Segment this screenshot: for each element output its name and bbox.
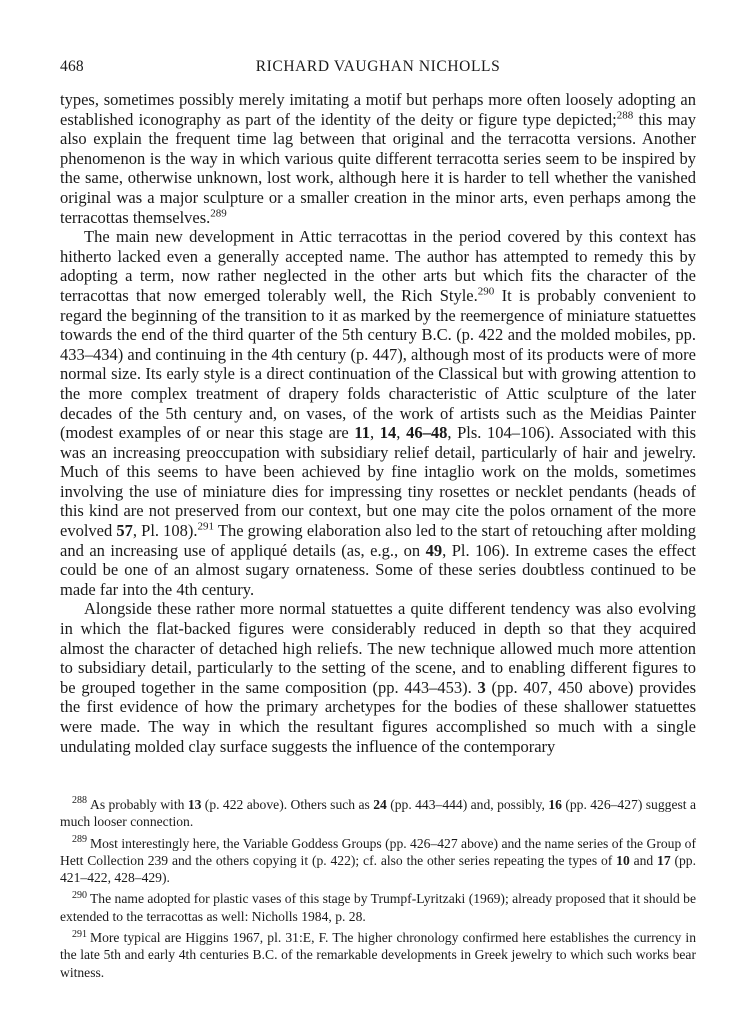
paragraph-1: types, sometimes possibly merely imitating a motif but perhaps more often loosely adopting an established iconography as part of the identity of the deity or figure type depicted;$^{288}$ this may also explain the frequent time lag between that original and the terracotta versions. Another phenomenon is the way in which various quite different terracotta series seem to be inspired by the same, otherwise unknown, lost work, although here it is harder to tell whether the vanished original was a major sculpture or a smaller creation in the minor arts, even perhaps among the terracottas themselves.$^{289}$	[60, 90, 697, 227]
paragraph-2: The main new development in Attic terracottas in the period covered by this context has hitherto lacked even a generally accepted name. The author has attempted to remedy this by adopting a term, now rather neglected in the other arts but which fits the character of the terracottas that now emerged tolerably well, the Rich Style.$^{290}$ It is probably convenient to regard the beginning of the transition to it as marked by the reemergence of miniature statuettes towards the end of the third quarter of the 5th century B.C. (p. 422 and the molded mobiles, pp. 433–434) and continuing in the 4th century (p. 447), although most of its products were of more normal size. Its early style is a direct continuation of the Classical but with growing attention to the more complex treatment of drapery folds characteristic of Attic sculpture of the later decades of the 5th century and, on vases, of the work of artists such as the Meidias Painter (modest examples of or near this stage are 11, 14, 46–48, Pls. 104–106). Associated with this was an increasing preoccupation with subsidiary relief detail, particularly of hair and jewelry. Much of this seems to have been achieved by fine intaglio work on the molds, sometimes involving the use of miniature dies for impressing tiny rosettes or necklet pendants (heads of this kind are not preserved from our context, but one may cite the polos ornament of the more evolved 57, Pl. 108).$^{291}$ The growing elaboration also led to the start of retouching after molding and an increasing use of appliqué details (as, e.g., on 49, Pl. 106). In extreme cases the effect could be one of an almost sugary ornateness. Some of these series doubtless continued to be made far into the 4th century.	[60, 227, 697, 599]
page-header	[60, 58, 696, 80]
footnote-ref-291[interactable]: 291	[197, 520, 215, 533]
catalogue-ref: 46–48	[406, 423, 448, 443]
footnote-288: $^{288}$ As probably with 13 (p. 422 above). Others such as 24 (pp. 443–444) and, possibly, 16 (pp. 426–427) suggest a much looser connection.	[60, 795, 696, 830]
catalogue-ref: 11	[354, 423, 371, 443]
catalogue-ref: 3	[477, 677, 486, 697]
page-number: 468	[60, 58, 84, 75]
footnote-ref-289[interactable]: 289	[210, 207, 227, 220]
footnote-ref-290[interactable]: 290	[477, 285, 495, 298]
running-head: RICHARD VAUGHAN NICHOLLS	[255, 58, 501, 75]
footnote-290: $^{290}$ The name adopted for plastic vases of this stage by Trumpf-Lyritzaki (1969); already proposed that it should be extended to the terracottas as well: Nicholls 1984, p. 28.	[60, 889, 696, 924]
catalogue-ref: 57	[116, 521, 133, 541]
footnotes	[60, 796, 696, 985]
page	[60, 58, 696, 756]
catalogue-ref: 14	[379, 423, 397, 443]
footnote-289: $^{289}$ Most interestingly here, the Variable Goddess Groups (pp. 426–427 above) and the name series of the Group of Hett Collection 239 and the others copying it (p. 422); cf. also the other series repeating the types of 10 and 17 (pp. 421–422, 428–429).	[60, 834, 696, 886]
footnote-291: $^{291}$ More typical are Higgins 1967, pl. 31:E, F. The higher chronology confirmed here establishes the currency in the late 5th and early 4th centuries B.C. of the remarkable developments in Greek jewelry to which such works bear witness.	[60, 928, 696, 980]
main-text	[60, 90, 696, 756]
paragraph-3: Alongside these rather more normal statuettes a quite different tendency was also evolving in which the flat-backed figures were considerably reduced in depth so that they acquired almost the character of detached high reliefs. The new technique allowed much more attention to subsidiary detail, particularly to the setting of the scene, and to enabling different figures to be grouped together in the same composition (pp. 443–453). 3 (pp. 407, 450 above) provides the first evidence of how the primary archetypes for the bodies of these shallower statuettes were made. The way in which the resultant figures accomplished so much with a single undulating molded clay surface suggests the influence of the contemporary	[60, 599, 696, 756]
footnote-ref-288[interactable]: 288	[616, 109, 634, 122]
catalogue-ref: 49	[425, 540, 443, 560]
